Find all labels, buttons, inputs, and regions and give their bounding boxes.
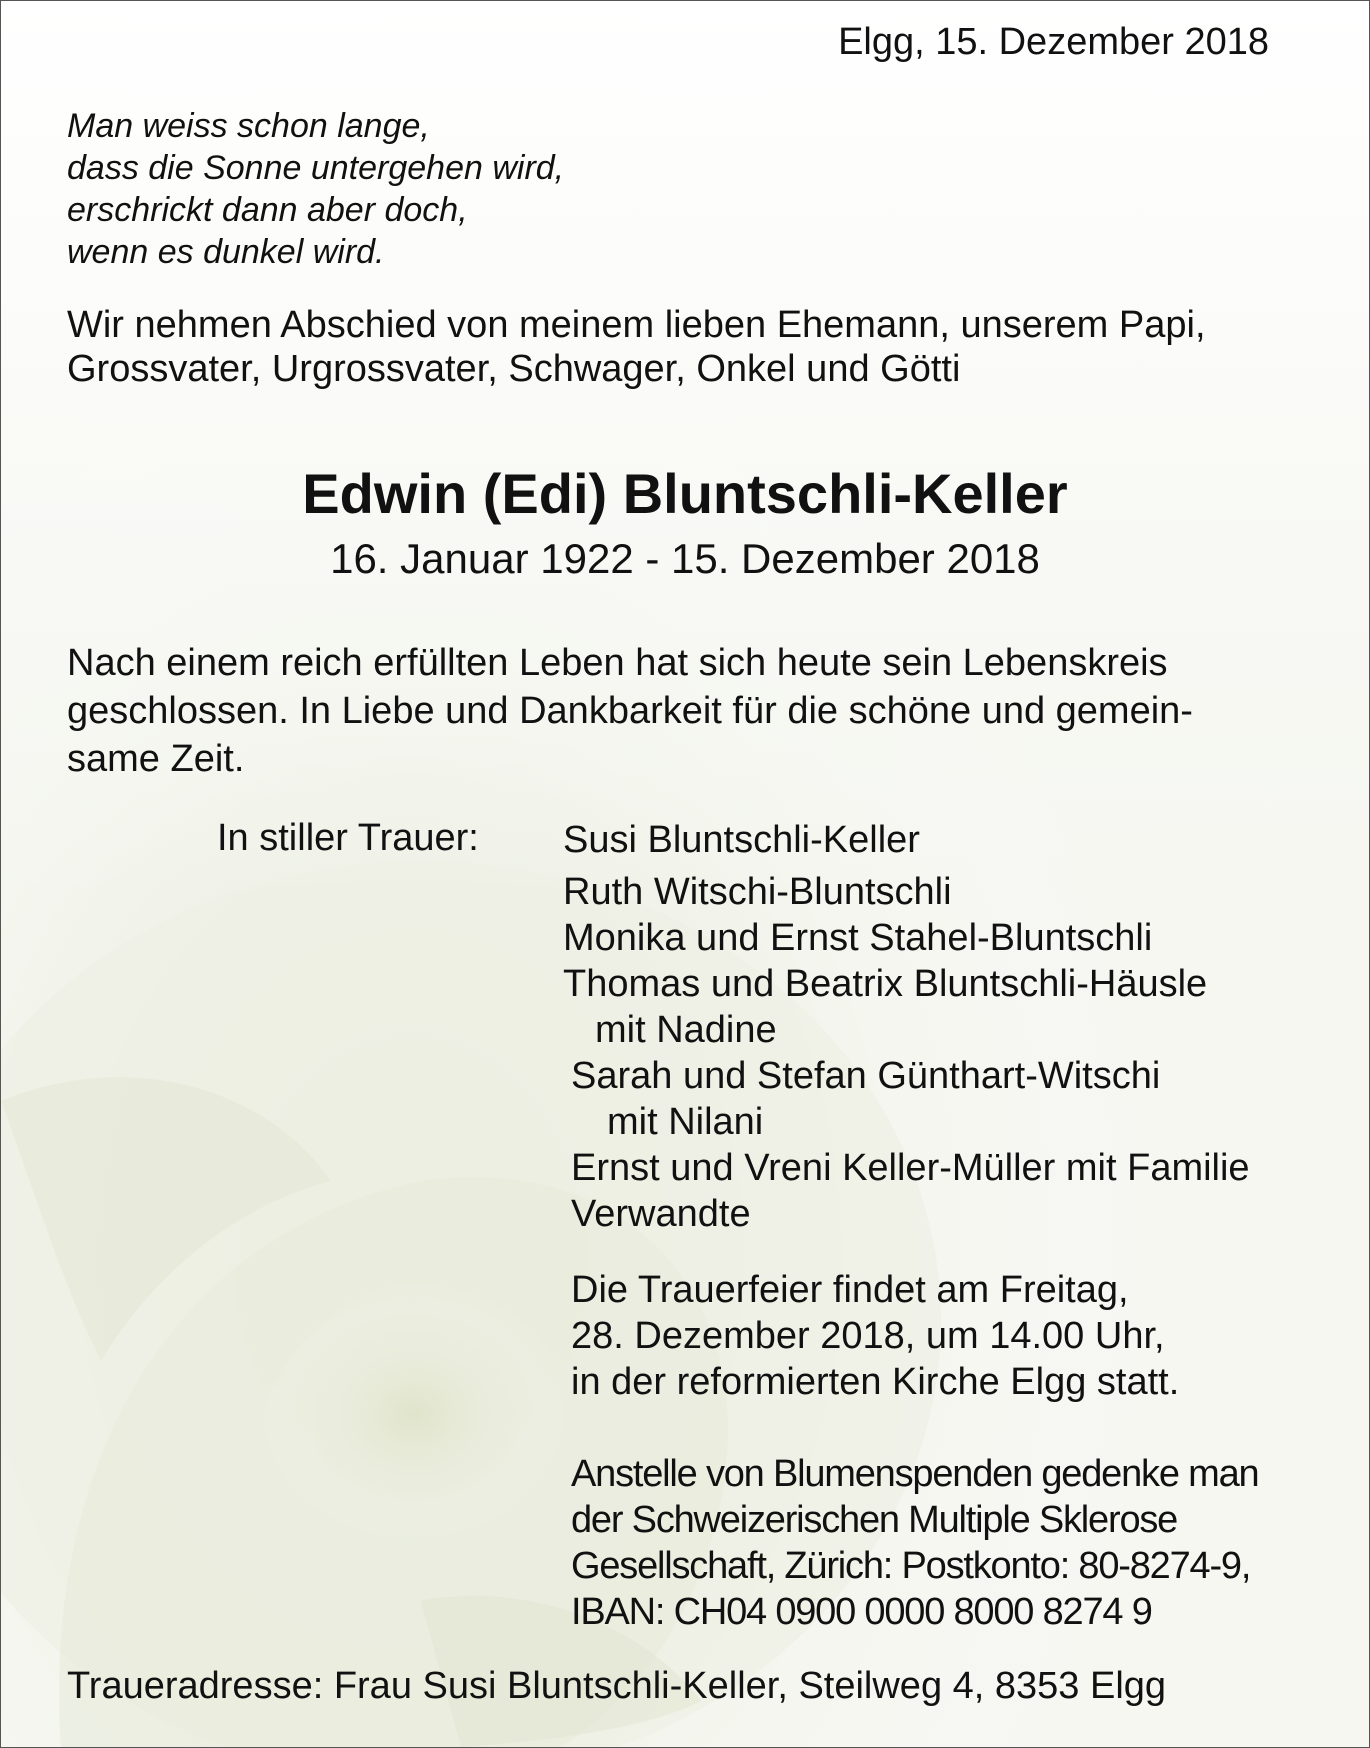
- mourner-item: Susi Bluntschli-Keller: [563, 819, 920, 861]
- body-line: geschlossen. In Liebe und Dankbarkeit für die schöne und gemein-: [67, 690, 1193, 732]
- ceremony-line: Die Trauerfeier findet am Freitag,: [571, 1269, 1129, 1311]
- donation-line: Anstelle von Blumenspenden gedenke man: [571, 1453, 1259, 1495]
- farewell-intro: [67, 303, 1206, 391]
- donation-line: Gesellschaft, Zürich: Postkonto: 80-8274-9,: [571, 1545, 1251, 1587]
- life-dates: 16. Januar 1922 - 15. Dezember 2018: [330, 535, 1040, 582]
- poem: [67, 105, 564, 273]
- mourner-item: Ruth Witschi-Bluntschli: [563, 871, 952, 913]
- poem-line: dass die Sonne untergehen wird,: [67, 149, 565, 187]
- mourner-item: Ernst und Vreni Keller-Müller mit Familie: [571, 1147, 1250, 1189]
- body-line: same Zeit.: [67, 738, 245, 780]
- mourner-item: Verwandte: [571, 1193, 751, 1235]
- poem-line: Man weiss schon lange,: [67, 107, 430, 145]
- mourner-item: mit Nadine: [595, 1009, 777, 1051]
- ceremony-line: in der reformierten Kirche Elgg statt.: [571, 1361, 1180, 1403]
- mourning-label: In stiller Trauer:: [217, 817, 479, 859]
- poem-line: erschrickt dann aber doch,: [67, 191, 468, 229]
- body-line: Nach einem reich erfüllten Leben hat sich heute sein Lebenskreis: [67, 642, 1168, 684]
- donation-line: der Schweizerischen Multiple Sklerose: [571, 1499, 1178, 1541]
- funeral-ceremony-info: [571, 1267, 1179, 1405]
- deceased-name: Edwin (Edi) Bluntschli-Keller: [302, 462, 1068, 525]
- mourner-item: Monika und Ernst Stahel-Bluntschli: [563, 917, 1153, 959]
- mourner-item: mit Nilani: [607, 1101, 764, 1143]
- mourner-item: Sarah und Stefan Günthart-Witschi: [571, 1055, 1161, 1097]
- mourner-item: Thomas und Beatrix Bluntschli-Häusle: [563, 963, 1208, 1005]
- obituary-text: [67, 639, 1193, 783]
- poem-line: wenn es dunkel wird.: [67, 233, 385, 271]
- intro-line: Wir nehmen Abschied von meinem lieben Ehemann, unserem Papi,: [67, 304, 1206, 346]
- donation-info: [571, 1451, 1258, 1635]
- mourning-address: Traueradresse: Frau Susi Bluntschli-Keller, Steilweg 4, 8353 Elgg: [67, 1665, 1167, 1707]
- ceremony-line: 28. Dezember 2018, um 14.00 Uhr,: [571, 1315, 1165, 1357]
- place-date: Elgg, 15. Dezember 2018: [838, 21, 1269, 63]
- donation-line: IBAN: CH04 0900 0000 8000 8274 9: [571, 1591, 1152, 1633]
- mourners-list: [563, 817, 1250, 1237]
- intro-line: Grossvater, Urgrossvater, Schwager, Onkel und Götti: [67, 348, 961, 390]
